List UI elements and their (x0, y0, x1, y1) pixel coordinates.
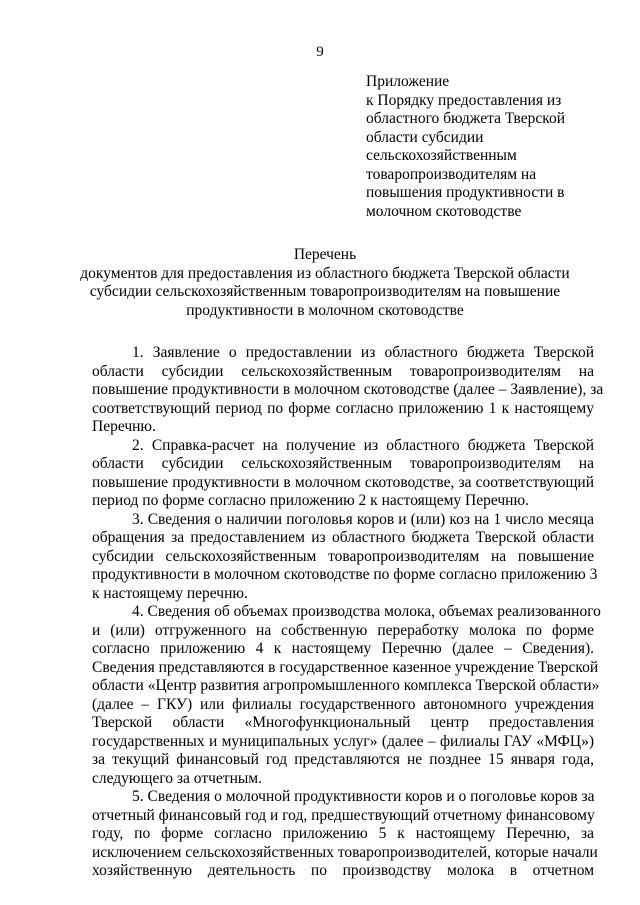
appendix-line: товаропроизводителям на (366, 165, 537, 183)
appendix-line: областного бюджета Тверской (366, 110, 566, 127)
text-line: Тверской области «Многофункциональный центр предоставления (92, 714, 594, 731)
list-item-3 (92, 510, 598, 604)
text-line: 2. Справка-расчет на получение из областного бюджета Тверской (132, 436, 594, 454)
text-line: 4. Сведения об объемах производства молока, объемах реализованного (132, 603, 601, 620)
text-line: хозяйственную деятельность по производству молока в отчетном (92, 862, 594, 879)
text-line: 1. Заявление о предоставлении из областного бюджета Тверской (132, 344, 594, 361)
text-line: Сведения представляются в государственное казенное учреждение Тверской (92, 658, 599, 676)
text-line: отчетный финансовый год и год, предшествующий отчетному финансовому (92, 806, 595, 824)
appendix-line: молочном скотоводстве (366, 202, 522, 220)
title-line: субсидии сельскохозяйственным товаропроизводителям на повышение (89, 283, 561, 300)
list-item-2 (92, 437, 594, 511)
text-line: области «Центр развития агропромышленного комплекса Тверской области» (92, 677, 600, 694)
appendix-line: сельскохозяйственным (366, 147, 517, 164)
document-title-block (60, 246, 590, 320)
text-line: (далее – ГКУ) или филиалы государственного автономного учреждения (92, 695, 594, 713)
text-line: повышение продуктивности в молочном скотоводстве, за соответствующий (92, 473, 594, 491)
text-line: 5. Сведения о молочной продуктивности коров и о поголовье коров за (132, 788, 595, 805)
text-line: области субсидии сельскохозяйственным товаропроизводителям на (92, 455, 594, 472)
text-line: продуктивности в молочном скотоводстве по форме согласно приложению 3 (92, 566, 598, 583)
text-line: Перечню. (92, 418, 156, 435)
text-line: к настоящему перечню. (92, 584, 248, 602)
text-line: и (или) отгруженного на собственную переработку молока по форме (92, 621, 594, 639)
document-body (92, 344, 604, 881)
text-line: период по форме согласно приложению 2 к настоящему Перечню. (92, 492, 529, 509)
appendix-line: области субсидии (366, 128, 484, 146)
text-line: государственных и муниципальных услуг» (далее – филиалы ГАУ «МФЦ») (92, 732, 594, 750)
text-line: исключением сельскохозяйственных товаропроизводителей, которые начали (92, 843, 598, 861)
text-line: соответствующий период по форме согласно приложению 1 к настоящему (92, 399, 594, 417)
appendix-line: повышения продуктивности в (366, 184, 565, 201)
appendix-line: к Порядку предоставления из (366, 91, 562, 109)
text-line: году, по форме согласно приложению 5 к настоящему Перечню, за (92, 825, 594, 842)
text-line: субсидии сельскохозяйственным товаропроизводителям на повышение (92, 547, 594, 565)
text-line: следующего за отчетным. (92, 769, 262, 787)
list-item-5 (92, 788, 598, 881)
list-item-4 (92, 603, 601, 788)
appendix-line: Приложение (366, 73, 450, 90)
list-item-1 (92, 344, 604, 437)
text-line: повышение продуктивности в молочном скотоводстве (далее – Заявление), за (92, 381, 604, 398)
title-line: продуктивности в молочном скотоводстве (186, 301, 464, 319)
appendix-note (366, 73, 606, 221)
page-number: 9 (316, 44, 324, 60)
text-line: обращения за предоставлением из областного бюджета Тверской области (92, 529, 594, 546)
text-line: согласно приложению 4 к настоящему Перечню (далее – Сведения). (92, 640, 594, 657)
text-line: 3. Сведения о наличии поголовья коров и (или) коз на 1 число месяца (132, 510, 594, 528)
text-line: области субсидии сельскохозяйственным товаропроизводителям на (92, 362, 594, 380)
document-title: Перечень (293, 246, 357, 263)
title-line: документов для предоставления из областного бюджета Тверской области (80, 264, 570, 282)
text-line: за текущий финансовый год представляются не позднее 15 января года, (92, 751, 594, 768)
